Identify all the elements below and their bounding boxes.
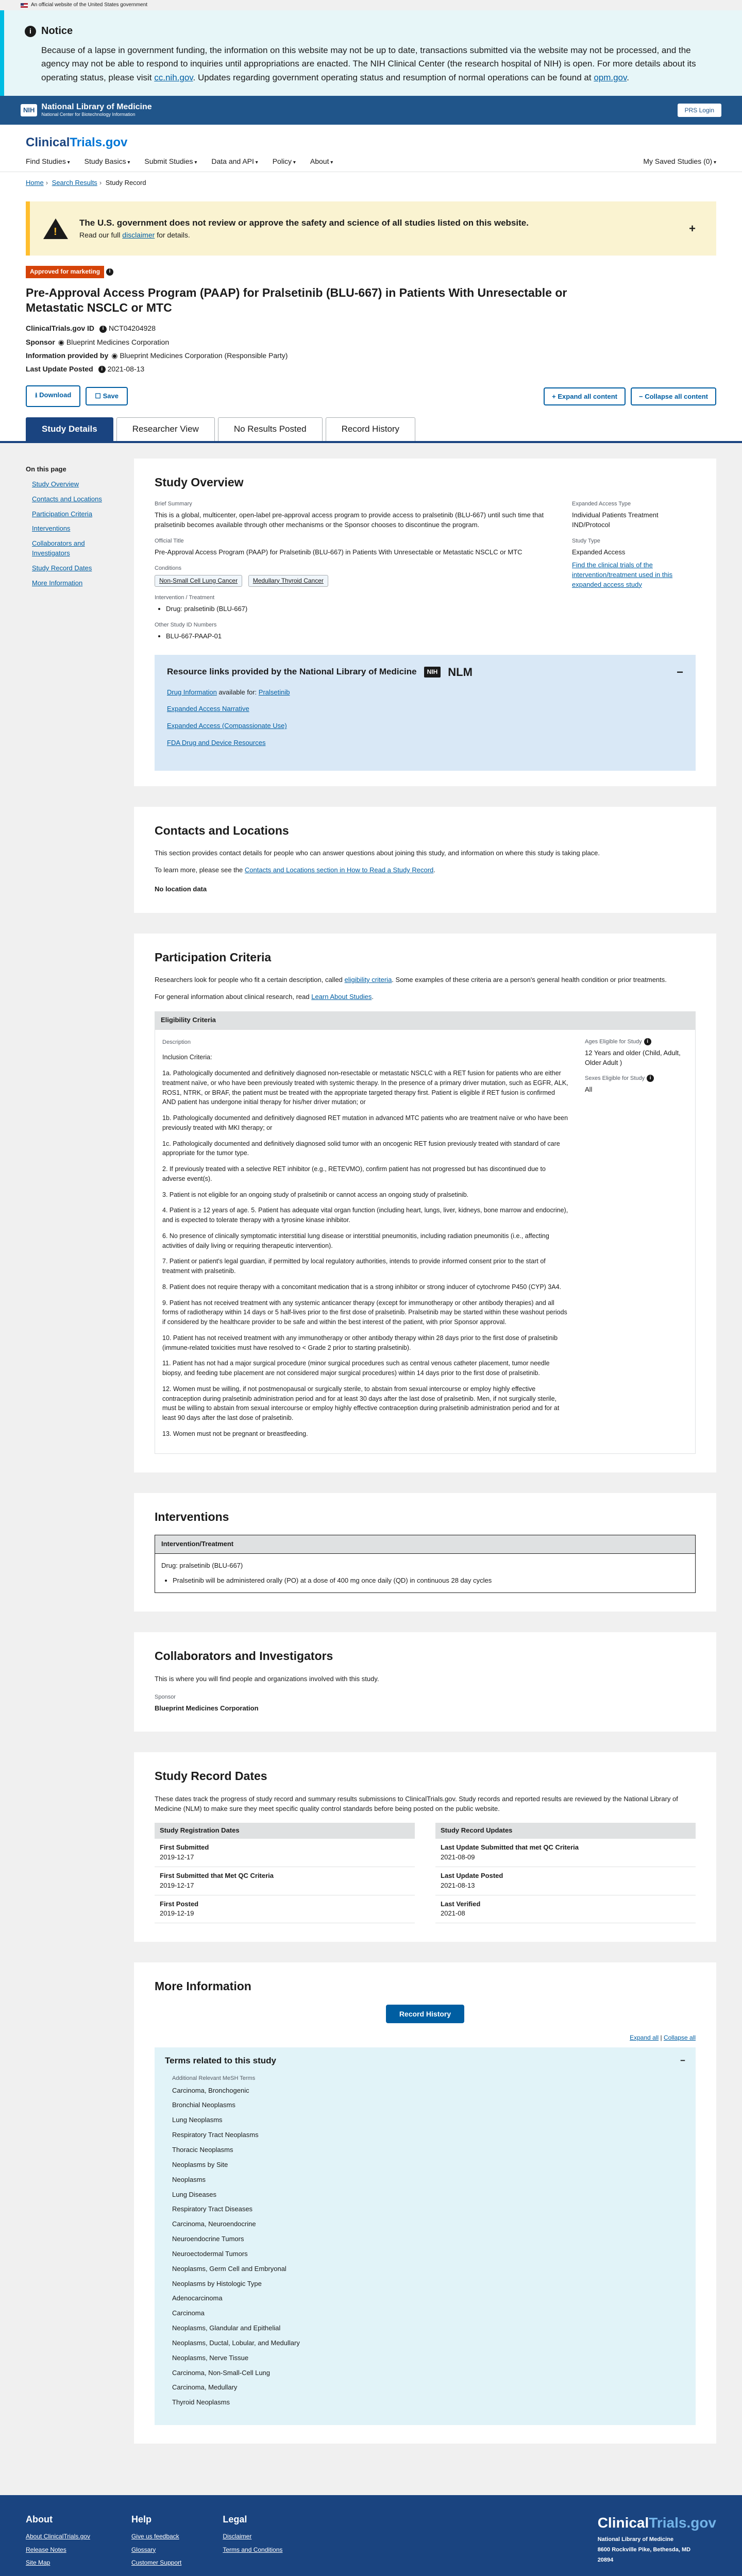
- criterion: 10. Patient has not received treatment with any immunotherapy or other antibody therapy within 28 days prior to the first dose of pralsetinib (immune-related toxicities must have resolved to < Grade 2 prior to starting pralsetinib).: [162, 1334, 558, 1351]
- no-location: No location data: [155, 885, 207, 893]
- info-icon: i: [25, 26, 36, 37]
- disclaimer-sub: Read our full disclaimer for details.: [79, 230, 190, 239]
- nih-mark: NIH: [21, 104, 37, 117]
- collapse-all-link[interactable]: Collapse all: [663, 2033, 696, 2041]
- mesh-term: Neoplasms by Histologic Type: [172, 2279, 262, 2287]
- resource-link[interactable]: Expanded Access Narrative: [167, 705, 249, 713]
- footer-link[interactable]: Customer Support: [131, 2559, 182, 2567]
- other-id-item: • BLU-667-PAAP-01: [166, 632, 556, 641]
- study-overview-section: [134, 459, 716, 786]
- expand-collapse-links: Expand all | Collapse all: [630, 2033, 696, 2041]
- intervention-item: • Drug: pralsetinib (BLU-667): [166, 604, 556, 614]
- minus-icon: −: [638, 392, 645, 400]
- nlm-logo[interactable]: [21, 103, 152, 118]
- date-row: First Posted 2019-12-19: [155, 1895, 415, 1924]
- disclaimer-alert: [26, 201, 716, 256]
- otp-study-overview[interactable]: Study Overview: [32, 480, 79, 488]
- mesh-term: Carcinoma, Neuroendocrine: [172, 2220, 256, 2228]
- sponsor-row: Sponsor ◉ Blueprint Medicines Corporation: [26, 337, 170, 346]
- participation-heading: Participation Criteria: [155, 950, 272, 964]
- page-title: Pre-Approval Access Program (PAAP) for Pralsetinib (BLU-667) in Patients With Unresectable or Metastatic NSCLC or MTC: [26, 285, 567, 315]
- overview-heading: Study Overview: [155, 476, 244, 489]
- condition-tag[interactable]: Non-Small Cell Lung Cancer: [155, 575, 242, 587]
- mesh-term: Neoplasms, Germ Cell and Embryonal: [172, 2264, 286, 2273]
- on-this-page-nav: [26, 459, 119, 2464]
- mesh-term: Carcinoma, Bronchogenic: [172, 2086, 249, 2094]
- sexes-info-icon[interactable]: i: [647, 1075, 654, 1082]
- mesh-terms-list: [165, 2086, 685, 2408]
- criterion: 1a. Pathologically documented and definitively diagnosed non-resectable or metastatic NSCLC with a RET fusion for patients who are either treatment naïve, or who have been previously treated with systemic therapy. In the presence of a primary driver mutation, such as EGFR, ALK, ROS1, NTRK, or BRAF, the patient must be treated with the appropriate targeted therapy first. Patient is eligible if RET fusion is confirmed AND patient has undergone initial therapy for his/her driver mutation; or: [162, 1070, 568, 1106]
- mesh-term: Carcinoma, Non-Small-Cell Lung: [172, 2368, 271, 2377]
- ct-header: [0, 125, 742, 172]
- dates-intro: These dates track the progress of study record and summary results submissions to ClinicalTrials.gov. Study records and reported results are reviewed by the National Library of Medicine (NLM) to make sure they meet specific quality control standards before being posted on the public website.: [155, 1794, 678, 1812]
- date-row: Last Update Submitted that met QC Criteria 2021-08-09: [435, 1839, 696, 1867]
- nlm-resources-box: [155, 655, 696, 771]
- contacts-heading: Contacts and Locations: [155, 824, 289, 838]
- breadcrumb-search-results[interactable]: Search Results: [52, 179, 97, 187]
- record-dates-section: [134, 1752, 716, 1942]
- contacts-help-link[interactable]: Contacts and Locations section in How to Read a Study Record: [244, 866, 434, 874]
- footer-address-2: 8600 Rockville Pike, Bethesda, MD: [597, 2546, 691, 2553]
- mesh-term: Neoplasms by Site: [172, 2160, 228, 2168]
- collab-sponsor: Blueprint Medicines Corporation: [155, 1704, 259, 1712]
- disclaimer-link[interactable]: disclaimer: [122, 230, 155, 239]
- sponsor-icon: ◉: [58, 337, 66, 346]
- contacts-intro: This section provides contact details for people who can answer questions about joining this study, and information on where this study is taking place.: [155, 849, 600, 857]
- plus-icon: +: [552, 392, 558, 400]
- mesh-term: Bronchial Neoplasms: [172, 2101, 235, 2109]
- notice-title: Notice: [41, 25, 73, 37]
- more-info-heading: More Information: [155, 1979, 251, 1993]
- brief-summary: This is a global, multicenter, open-label pre-approval access program to provide access to pralsetinib (BLU-667) until such time that pralsetinib becomes available through other mechanisms or the Sponsor chooses to discontinue the program.: [155, 511, 544, 529]
- footer-ct-logo[interactable]: ClinicalTrials.gov National Library of Medicine 8600 Rockville Pike, Bethesda, MD 20894: [598, 2513, 716, 2571]
- otp-participation[interactable]: Participation Criteria: [32, 510, 93, 518]
- other-ids-label: Other Study ID Numbers: [155, 621, 217, 628]
- notice-banner: [0, 10, 742, 96]
- expand-all-button[interactable]: + Expand all content: [544, 387, 626, 405]
- footer-address-1: National Library of Medicine: [597, 2536, 673, 2543]
- study-type-label: Study Type: [572, 538, 600, 545]
- otp-more-info[interactable]: More Information: [32, 579, 83, 587]
- disclaimer-title: The U.S. government does not review or approve the safety and science of all studies listed on this website.: [79, 218, 529, 228]
- intervention-detail: • Pralsetinib will be administered orally (PO) at a dose of 400 mg once daily (QD) in continuous 28 day cycles: [173, 1576, 689, 1586]
- footer-legal-heading: Legal: [223, 2514, 247, 2525]
- study-header: [0, 256, 742, 417]
- id-info-icon[interactable]: i: [99, 326, 107, 333]
- terms-title: Terms related to this study: [165, 2056, 277, 2066]
- nav-about[interactable]: About ▾: [310, 156, 333, 167]
- official-title-label: Official Title: [155, 538, 184, 545]
- mesh-term: Lung Diseases: [172, 2190, 216, 2198]
- expand-all-link[interactable]: Expand all: [630, 2033, 659, 2041]
- collapse-all-button[interactable]: − Collapse all content: [631, 387, 716, 405]
- interventions-heading: Interventions: [155, 1510, 229, 1523]
- download-icon: ⭳: [35, 391, 40, 399]
- criterion: 8. Patient does not require therapy with a concomitant medication that is a strong inhibitor or strong inducer of cytochrome P450 (CYP) 3A4.: [162, 1283, 562, 1291]
- ages-label: Ages Eligible for Study i: [585, 1038, 688, 1046]
- nlm-header: [0, 96, 742, 125]
- criterion: Inclusion Criteria:: [162, 1054, 212, 1061]
- nih-logo: NIH: [424, 667, 441, 677]
- status-badge: Approved for marketing: [26, 266, 104, 278]
- collab-heading: Collaborators and Investigators: [155, 1649, 333, 1663]
- dates-heading: Study Record Dates: [155, 1769, 267, 1783]
- sexes-value: All: [585, 1086, 593, 1094]
- info-provider-row: Information provided by ◉ Blueprint Medicines Corporation (Responsible Party): [26, 351, 288, 360]
- nav-data-api[interactable]: Data and API ▾: [211, 156, 258, 167]
- opm-link[interactable]: opm.gov: [594, 72, 627, 82]
- nav-find-studies[interactable]: Find Studies ▾: [26, 156, 70, 167]
- otp-heading: On this page: [26, 465, 66, 473]
- terms-box: [155, 2047, 696, 2425]
- intervention-drug: Drug: pralsetinib (BLU-667): [161, 1561, 243, 1569]
- cc-link[interactable]: cc.nih.gov: [154, 72, 193, 82]
- save-button[interactable]: ☐ Save: [86, 387, 128, 405]
- resource-link[interactable]: FDA Drug and Device Resources: [167, 739, 266, 747]
- mesh-term: Thyroid Neoplasms: [172, 2398, 230, 2406]
- otp-contacts[interactable]: Contacts and Locations: [32, 495, 102, 503]
- contacts-more: To learn more, please see the Contacts and Locations section in How to Read a Study Record.: [155, 866, 435, 874]
- nav-policy[interactable]: Policy ▾: [273, 156, 296, 167]
- participation-intro: Researchers look for people who fit a certain description, called eligibility criteria. Some examples of these criteria are a person's general health condition or prior treatments.: [155, 976, 667, 984]
- breadcrumb-home[interactable]: Home: [26, 179, 44, 187]
- mesh-term: Lung Neoplasms: [172, 2116, 223, 2124]
- tab-record-history[interactable]: Record History: [326, 417, 415, 441]
- footer-link[interactable]: Terms and Conditions: [223, 2546, 283, 2553]
- notice-title-row: [25, 24, 721, 39]
- breadcrumb-current: Study Record: [105, 179, 146, 187]
- eligibility-box: [155, 1029, 696, 1454]
- download-button[interactable]: ⭳ Download: [26, 385, 80, 407]
- footer-address-3: 20894: [597, 2556, 614, 2563]
- criterion: 7. Patient or patient's legal guardian, if permitted by local regulatory authorities, intends to provide informed consent prior to the start of treatment with pralsetinib.: [162, 1258, 546, 1275]
- drug-info-link[interactable]: Drug Information: [167, 688, 217, 696]
- site-footer: [0, 2495, 742, 2576]
- resource-link[interactable]: Expanded Access (Compassionate Use): [167, 722, 287, 730]
- ea-type-label: Expanded Access Type: [572, 501, 631, 507]
- record-history-button[interactable]: Record History: [386, 2005, 464, 2023]
- collab-intro: This is where you will find people and organizations involved with this study.: [155, 1674, 379, 1683]
- sexes-label: Sexes Eligible for Study i: [585, 1075, 688, 1083]
- otp-record-dates[interactable]: Study Record Dates: [32, 564, 92, 572]
- eligibility-link[interactable]: eligibility criteria: [344, 976, 392, 984]
- footer-link[interactable]: Glossary: [131, 2546, 156, 2553]
- conditions-list: [155, 575, 556, 587]
- mesh-term: Neuroendocrine Tumors: [172, 2235, 244, 2243]
- description-label: Description: [162, 1039, 191, 1045]
- registration-dates: [155, 1823, 415, 1923]
- mesh-term: Adenocarcinoma: [172, 2294, 223, 2302]
- criterion: 11. Patient has not had a major surgical procedure (minor surgical procedures such as central venous catheter placement, tumor needle biopsy, and feeding tube placement are not considered major surgical procedures) within 14 days prior to the first dose of pralsetinib.: [162, 1360, 550, 1377]
- notice-body: Because of a lapse in government funding, the information on this website may not be up to date, transactions submitted via the website may not be processed, and the agency may not be able to respond to inquiries until appropriations are enacted. The NIH Clinical Center (the research hospital of NIH) is open. For more details about its operating status, please visit cc.nih.gov. Updates regarding government operating status and resumption of normal operations can be found at opm.gov.: [41, 45, 696, 82]
- participation-section: [134, 934, 716, 1472]
- mesh-term: Thoracic Neoplasms: [172, 2145, 233, 2154]
- mesh-term: Neoplasms, Ductal, Lobular, and Medullary: [172, 2338, 300, 2347]
- eligibility-side: [585, 1038, 688, 1445]
- interventions-section: [134, 1493, 716, 1612]
- update-dates: [435, 1823, 696, 1923]
- ea-type: Individual Patients Treatment IND/Protocol: [572, 511, 659, 529]
- study-tabs: [0, 417, 742, 443]
- last-update-row: Last Update Posted i 2021-08-13: [26, 365, 145, 374]
- criterion: 3. Patient is not eligible for an ongoing study of pralsetinib or cannot access an ongoing study of pralsetinib.: [162, 1191, 469, 1198]
- eligibility-criteria: [162, 1038, 569, 1445]
- nlm-logo-text: NLM: [448, 665, 473, 679]
- footer-about-heading: About: [26, 2514, 53, 2525]
- prs-login-button[interactable]: PRS Login: [678, 104, 721, 117]
- learn-studies-link[interactable]: Learn About Studies: [311, 993, 372, 1001]
- main-content: [0, 443, 742, 2495]
- criterion: 13. Women must not be pregnant or breastfeeding.: [162, 1430, 308, 1437]
- otp-collaborators[interactable]: Collaborators and Investigators: [32, 539, 85, 557]
- footer-help-heading: Help: [131, 2514, 151, 2525]
- footer-primary: [0, 2495, 742, 2576]
- pralsetinib-link[interactable]: Pralsetinib: [258, 688, 290, 696]
- interventions-table-head: Intervention/Treatment: [155, 1535, 695, 1554]
- intervention-label: Intervention / Treatment: [155, 595, 215, 601]
- ages-info-icon[interactable]: i: [644, 1038, 651, 1045]
- drug-info-row: Drug Information available for: Pralsetinib: [167, 688, 290, 696]
- resources-title: Resource links provided by the National Library of Medicine: [167, 667, 417, 677]
- criterion: 6. No presence of clinically symptomatic interstitial lung disease or interstitial pneumonitis, including radiation pneumonitis (i.e., affecting activities of daily living or requiring therapeutic intervention).: [162, 1232, 549, 1249]
- nlm-sub: National Center for Biotechnology Information: [41, 112, 136, 117]
- criterion: 1b. Pathologically documented and definitively diagnosed RET mutation in advanced MTC patients who are treatment naïve or who have been previously treated with MKI therapy; or: [162, 1114, 568, 1131]
- update-info-icon[interactable]: i: [98, 366, 106, 373]
- action-bar: [26, 385, 716, 417]
- otp-interventions[interactable]: Interventions: [32, 524, 71, 533]
- tab-study-details[interactable]: Study Details: [26, 417, 113, 441]
- more-info-section: [134, 1962, 716, 2444]
- date-row: Last Update Posted 2021-08-13: [435, 1867, 696, 1895]
- related-trials-link[interactable]: Find the clinical trials of the intervention/treatment used in this expanded access study: [572, 561, 673, 588]
- registration-head: Study Registration Dates: [155, 1823, 415, 1839]
- mesh-term: Neoplasms, Glandular and Epithelial: [172, 2324, 281, 2332]
- criterion: 2. If previously treated with a selective RET inhibitor (e.g., RETEVMO), confirm patient has not progressed but has discontinued due to adverse event(s).: [162, 1165, 546, 1182]
- provider-icon: ◉: [111, 351, 120, 360]
- condition-tag[interactable]: Medullary Thyroid Cancer: [248, 575, 328, 587]
- footer-link[interactable]: Give us feedback: [131, 2533, 179, 2540]
- nlm-name: National Library of Medicine: [41, 102, 152, 111]
- mesh-label: Additional Relevant MeSH Terms: [172, 2075, 256, 2081]
- tab-researcher-view[interactable]: Researcher View: [116, 417, 215, 441]
- mesh-term: Respiratory Tract Neoplasms: [172, 2131, 259, 2139]
- collaborators-section: [134, 1632, 716, 1732]
- interventions-table: [155, 1535, 696, 1594]
- contacts-section: [134, 807, 716, 913]
- collapse-terms-icon[interactable]: −: [680, 2056, 685, 2066]
- criterion: 1c. Pathologically documented and definitively diagnosed solid tumor with an oncogenic RET fusion previously treated with standard of care appropriate for the tumor type.: [162, 1140, 560, 1157]
- mesh-term: Carcinoma, Medullary: [172, 2383, 238, 2392]
- study-type: Expanded Access: [572, 548, 626, 556]
- badge-info-icon[interactable]: i: [106, 268, 113, 276]
- brief-summary-label: Brief Summary: [155, 501, 192, 507]
- updates-head: Study Record Updates: [435, 1823, 696, 1839]
- footer-link[interactable]: Release Notes: [26, 2546, 66, 2553]
- study-id-row: ClinicalTrials.gov ID i NCT04204928: [26, 324, 156, 333]
- gov-banner-text: An official website of the United States government: [31, 2, 148, 8]
- criterion: 9. Patient has not received treatment with any systemic anticancer therapy (except for immunotherapy or other antibody therapies) and all forms of radiotherapy within 14 days or 5 half-lives prior to the first dose of pralsetinib. Pralsetinib may be started within these washout periods if considered by the healthcare provider to be safe and within the best interest of the patient, with prior Sponsor approval.: [162, 1299, 567, 1326]
- collab-sponsor-label: Sponsor: [155, 1693, 176, 1700]
- mesh-term: Neoplasms, Nerve Tissue: [172, 2353, 249, 2362]
- tab-no-results[interactable]: No Results Posted: [218, 417, 323, 441]
- official-title: Pre-Approval Access Program (PAAP) for Pralsetinib (BLU-667) in Patients With Unresectable or Metastatic NSCLC or MTC: [155, 548, 522, 556]
- conditions-label: Conditions: [155, 565, 181, 571]
- collapse-resources-icon[interactable]: −: [677, 665, 683, 679]
- save-icon: ☐: [95, 392, 103, 400]
- ages-value: 12 Years and older (Child, Adult, Older Adult ): [585, 1048, 681, 1066]
- footer-link[interactable]: Disclaimer: [223, 2533, 252, 2540]
- criterion: 12. Women must be willing, if not postmenopausal or surgically sterile, to abstain from sexual intercourse or employ highly effective contraception during pralsetinib administration period and for at least 30 days after the last dose of pralsetinib. Men, if not surgically sterile, must be willing to abstain from sexual intercourse or employ highly effective contraception during pralsetinib administration period and for at least 90 days after the last dose of pralsetinib.: [162, 1385, 560, 1422]
- criterion: 4. Patient is ≥ 12 years of age. 5. Patient has adequate vital organ function (including heart, lungs, liver, kidneys, bone marrow and endocrine), and is expected to tolerate therapy with a tyrosine kinase inhibitor.: [162, 1207, 568, 1224]
- nav-saved-studies[interactable]: My Saved Studies (0) ▾: [643, 156, 716, 167]
- date-row: First Submitted that Met QC Criteria 2019-12-17: [155, 1867, 415, 1895]
- footer-link[interactable]: Site Map: [26, 2559, 50, 2567]
- mesh-term: Neuroectodermal Tumors: [172, 2249, 248, 2258]
- participation-learn: For general information about clinical research, read Learn About Studies.: [155, 993, 374, 1001]
- breadcrumb: Home › Search Results › Study Record: [26, 179, 146, 187]
- ct-logo[interactable]: ClinicalTrials.gov: [26, 135, 128, 150]
- mesh-term: Respiratory Tract Diseases: [172, 2205, 253, 2213]
- date-row: Last Verified 2021-08: [435, 1895, 696, 1924]
- gov-banner: [0, 0, 742, 10]
- mesh-term: Carcinoma: [172, 2309, 205, 2317]
- main-nav: [26, 156, 716, 167]
- footer-link[interactable]: About ClinicalTrials.gov: [26, 2533, 90, 2540]
- expand-alert-icon[interactable]: +: [689, 222, 696, 235]
- date-row: First Submitted 2019-12-17: [155, 1839, 415, 1867]
- warning-icon: [43, 218, 68, 239]
- nav-study-basics[interactable]: Study Basics ▾: [85, 156, 130, 167]
- mesh-term: Neoplasms: [172, 2175, 206, 2183]
- nav-submit-studies[interactable]: Submit Studies ▾: [144, 156, 197, 167]
- eligibility-head: Eligibility Criteria: [155, 1011, 696, 1029]
- us-flag-icon: [21, 3, 28, 8]
